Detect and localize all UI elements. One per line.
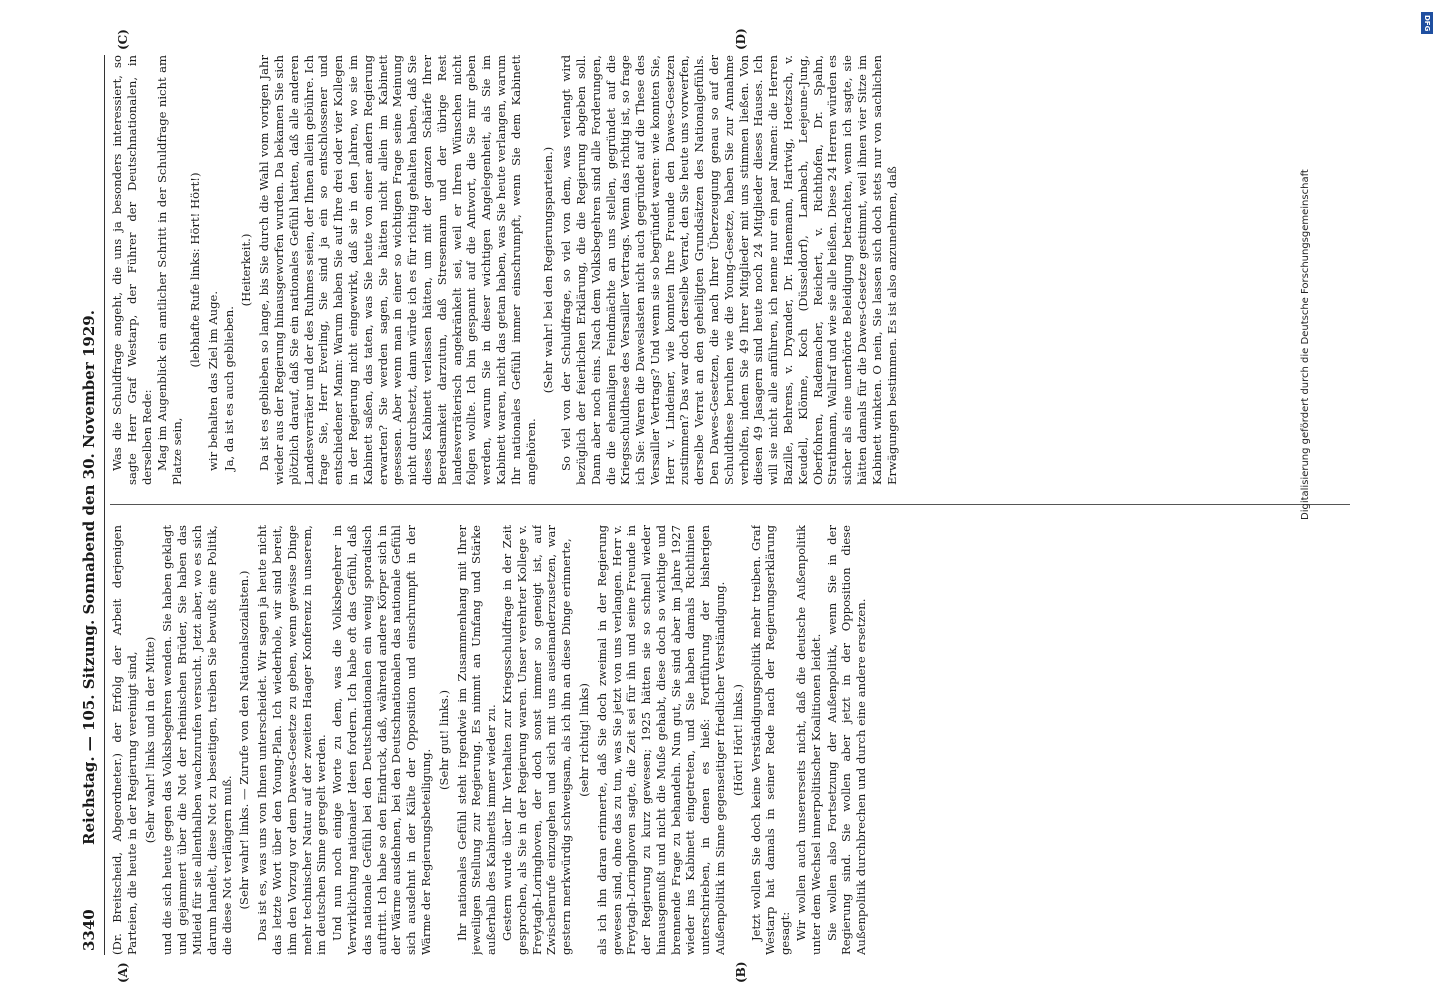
interjection: (Heiterkeit.) (239, 233, 254, 307)
paragraph: Und nun noch einige Worte zu dem, was die Volksbegehrer in Verwirklichung nationaler Ideen fordern. Ich habe oft das Gefühl, daß das nationale Gefühl bei den Deutschnationalen ein wenig sporadisch auftritt. Ich habe so den Eindruck, daß, während andere Körper sich in der Wärme ausdehnen, bei den Deutschnationalen das nationale Gefühl sich ausdehnt in der Kälte der Opposition und einschrumpft in der Wärme der Regierungsbeteiligung. (330, 525, 433, 955)
paragraph: als ich ihn daran erinnerte, daß Sie doch zweimal in der Regierung gewesen sind, ohne das zu tun, was Sie jetzt von uns verlangen. Herr v. Freytagh-Loringhoven sagte, die Zeit sei für ihn und seine Freunde in der Regierung zu kurz gewesen; 1925 hätten sie so schnell wieder hinausgemußt und nicht die Muße gehabt, diese doch so wichtige und brennende Frage zu behandeln. Nun gut, Sie sind aber im Jahre 1927 wieder ins Kabinett eingetreten, und Sie haben damals Richtlinien unterschrieben, in denen es hieß: Fortführung der bisherigen Außenpolitik im Sinne gegenseitiger friedlicher Verständigung. (594, 525, 728, 955)
quotation: Wir wollen auch unsererseits nicht, daß die deutsche Außenpolitik unter dem Wechsel innerpolitischer Koalitionen leidet. (794, 525, 823, 955)
margin-marker-b: (B) (734, 961, 748, 983)
quotation: wir behalten das Ziel im Auge. (205, 290, 220, 471)
paragraph: Das ist es, was uns von Ihnen unterscheidet. Wir sagen ja heute nicht das letzte Wort über den Young-Plan. Ich wiederhole, wir sind bereit, ihm den Vorzug vor dem Dawes-Gesetze zu geben, wenn gewisse Dinge mehr technischer Natur auf der zweiten Haager Konferenz in unserem, im deutschen Sinne geregelt werden. (255, 525, 329, 955)
paragraph: Was die Schuldfrage angeht, die uns ja besonders interessiert, so sagte Herr Graf Westarp, der Führer der Deutschnationalen, in derselben Rede: (110, 55, 154, 485)
interjection: (lebhafte Rufe links: Hört! Hört!) (187, 172, 202, 368)
paragraph: (Dr. Breitscheid, Abgeordneter.) der Erfolg der Arbeit derjenigen Parteien, die heute in der Regierung vereinigt sind, (110, 525, 139, 955)
right-text-column (110, 55, 1355, 485)
interjection: (sehr richtig! links) (576, 683, 591, 797)
margin-marker-a: (A) (116, 962, 130, 983)
quotation: Mag im Augenblick ein amtlicher Schritt in der Schuldfrage nicht am Platze sein, (155, 55, 185, 485)
margin-marker-c: (C) (116, 29, 130, 50)
column-divider (110, 504, 1350, 505)
interjection: (Sehr wahr! links. — Zurufe von den Nationalsozialisten.) (237, 570, 252, 910)
paragraph: Jetzt wollen Sie doch keine Verständigungspolitik mehr treiben. Graf Westarp hat damals in seiner Rede nach der Regierungserklärung gesagt: (748, 525, 793, 955)
paragraph: Ja, da ist es auch geblieben. (221, 306, 236, 471)
left-text-column (110, 525, 1355, 955)
dfg-logo: DFG (1421, 12, 1433, 34)
paragraph: Da ist es geblieben so lange, bis Sie durch die Wahl vom vorigen Jahr wieder aus der Regierung hinausgeworfen wurden. Da bekamen Sie sich plötzlich darauf, daß Sie ein nationales Gefühl hatten, daß alle anderen Landesverräter und der des Ruhmes seien, der Ihnen allein gebühre. Ich frage Sie, Herr Everling, Sie sind ja ein so entschlossener und entschiedener Mann: Warum haben Sie auf Ihre drei oder vier Kollegen in der Regierung nicht eingewirkt, daß sie in den Jahren, wo sie im Kabinett saßen, das taten, was Sie heute von einer andern Regierung erwarten? Sie werden sagen, Sie hätten nicht allein im Kabinett gesessen. Aber wenn man in einer so wichtigen Frage seine Meinung nicht durchsetzt, dann würde ich es für richtig gehalten haben, daß Sie dieses Kabinett verlassen hätten, um mit der ganzen Schärfe Ihrer Beredsamkeit darzutun, daß Stresemann und der übrige Rest landesverräterisch angekränkelt sei, weil er Ihren Wünschen nicht folgen wollte. Ich bin gespannt auf die Antwort, die Sie mir geben werden, warum Sie in dieser wichtigen Angelegenheit, als Sie im Kabinett waren, nicht das getan haben, was Sie heute verlangen, warum Ihr nationales Gefühl immer einschrumpft, wenn Sie dem Kabinett angehören. (257, 55, 538, 485)
rotated-document-page (74, 28, 1364, 983)
interjection: (Sehr gut! links.) (436, 690, 451, 790)
page-header (74, 55, 105, 955)
page-title: Reichstag. — 105. Sitzung. Sonnabend den 30. November 1929. (80, 310, 98, 845)
paragraph: und die sich heute gegen das Volksbegehren wenden. Sie haben geklagt und gejammert über die Not der rheinischen Brüder, Sie haben das Mitleid für sie allenthalben wachzurufen versucht. Jetzt aber, wo es sich darum handelt, diese Not zu beseitigen, treiben Sie bewußt eine Politik, die diese Not verlängern muß. (160, 525, 234, 955)
page-number: 3340 (80, 909, 98, 951)
digitization-credit: Digitalisierung gefördert durch die Deutsche Forschungsgemeinschaft (1300, 169, 1311, 520)
interjection: (Sehr wahr! links und in der Mitte) (142, 636, 157, 844)
paragraph: Ihr nationales Gefühl steht irgendwie im Zusammenhang mit Ihrer jeweiligen Stellung zur Regierung. Es nimmt an Umfang und Stärke außerhalb des Kabinetts immer wieder zu. (454, 525, 499, 955)
interjection: (Sehr wahr! bei den Regierungsparteien.) (541, 146, 556, 394)
paragraph: So viel von der Schuldfrage, so viel von dem, was verlangt wird bezüglich der feierlichen Erklärung, die die Regierung abgeben soll. Dann aber noch eins. Nach dem Volksbegehren sind alle Forderungen, die die ehemaligen Feindmächte an uns stellen, gegründet auf die Kriegsschuldthese des Versailler Vertrags. Wenn das richtig ist, so frage ich Sie: Waren die Daweslasten nicht auch gegründet auf die These des Versailler Vertrags? Und wenn sie so begründet waren: wie konnten Sie, Herr v. Lindeiner, wie konnten Ihre Freunde den Dawes-Gesetzen zustimmen? Das war doch derselbe Verrat, den Sie heute uns vorwerfen, derselbe Verrat an den geheiligten Grundsätzen des Nationalgefühls. Den Dawes-Gesetzen, die nach Ihrer Überzeugung genau so auf der Schuldthese beruhen wie die Young-Gesetze, haben Sie zur Annahme verholfen, indem Sie 49 Ihrer Mitglieder mit uns stimmen ließen. Von diesen 49 Jasagern sind heute noch 24 Mitglieder dieses Hauses. Ich will sie nicht alle anführen, ich nenne nur ein paar Namen: die Herren Bazille, Behrens, v. Dryander, Dr. Hanemann, Hartwig, Hoetzsch, v. Keudell, Klönne, Koch (Düsseldorf), Lambach, Leejeune-Jung, Oberfohren, Rademacher, Reichert, v. Richthofen, Dr. Spahn, Strathmann, Wallraf und wie sie alle heißen. Diese 24 Herren würden es sicher als eine unerhörte Beleidigung betrachten, wenn ich sagte, sie hätten damals für die Dawes-Gesetze gestimmt, weil ihnen vier Sitze im Kabinett winkten. O nein, Sie lassen sich doch stets nur von sachlichen Erwägungen bestimmen. Es ist also anzunehmen, daß (559, 55, 899, 485)
margin-marker-d: (D) (734, 28, 748, 50)
interjection: (Hört! Hört! links.) (730, 684, 745, 796)
paragraph: Gestern wurde über Ihr Verhalten zur Kriegsschuldfrage in der Zeit gesprochen, als Sie in der Regierung waren. Unser verehrter Kollege v. Freytagh-Loringhoven, der doch sonst immer so geneigt ist, auf Zwischenrufe einzugehen und sich mit uns auseinanderzusetzen, war gestern merkwürdig schweigsam, als ich ihn an diese Dinge erinnerte, (499, 525, 574, 955)
paragraph: Sie wollen also Fortsetzung der Außenpolitik, wenn Sie in der Regierung sind. Sie wollen aber jetzt in der Opposition diese Außenpolitik durchbrechen und durch eine andere ersetzen. (824, 525, 869, 955)
